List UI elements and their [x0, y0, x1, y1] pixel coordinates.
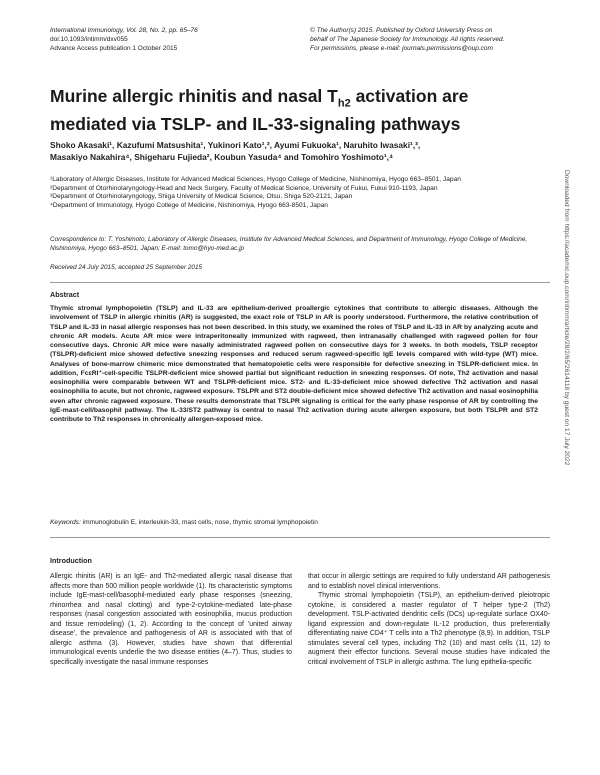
correspondence: Correspondence to: T. Yoshimoto, Laboratory of Allergic Diseases, Institute for Advanced Medical Sciences, and Department of Immunology, Hyogo College of Medicine, Nishinomiya, Hyogo 663–8501, Japan; E-mail: tomo@hyo-med.ac.jp: [50, 236, 528, 252]
keywords-label: Keywords:: [50, 519, 81, 526]
abstract-heading: Abstract: [50, 290, 80, 299]
author-list: [50, 140, 550, 164]
affiliation: ³Department of Otorhinolaryngology, Shiga University of Medical Science, Otsu, Shiga 520-2121, Japan: [50, 193, 353, 200]
title-part-2: activation are mediated via TSLP- and IL-33-signaling pathways: [50, 86, 469, 134]
received-dates: Received 24 July 2015, accepted 25 September 2015: [50, 264, 203, 271]
intro-paragraph: Allergic rhinitis (AR) is an IgE- and Th2-mediated allergic nasal disease that affects more than 500 million people worldwide (1). Its characteristic symptoms include IgE-mast-cell/basophil-mediated early phase responses (sneezing, rhinorrhea and nasal clotting) and type-2-cytokine-mediated late-phase responses (nasal congestion associated with eosinophilia, mucus production and tissue remodeling) (1, 2). According to the concept of 'united airway disease', the prevalence and pathogenesis of AR is associated with that of allergic asthma (3). However, studies have shown that differential immunological events underlie the two disease entities (4–7). Thus, studies to specifically investigate the nasal immune responses: [50, 573, 292, 666]
affiliation: ¹Laboratory of Allergic Diseases, Institute for Advanced Medical Sciences, Hyogo College of Medicine, Nishinomiya, Hyogo 663–8501, Japan: [50, 176, 461, 183]
society-line: behalf of The Japanese Society for Immunology. All rights reserved.: [310, 35, 505, 43]
divider: [50, 282, 550, 283]
permissions-line: For permissions, please e-mail: journals.permissions@oup.com: [310, 44, 493, 52]
introduction-heading: Introduction: [50, 556, 92, 565]
author-line: Masakiyo Nakahira⁴, Shigeharu Fujieda², Koubun Yasuda⁴ and Tomohiro Yoshimoto¹,⁴: [50, 151, 394, 162]
advance-access-line: Advance Access publication 1 October 2015: [50, 44, 178, 52]
intro-column-right: [308, 572, 550, 667]
abstract-body: Thymic stromal lymphopoietin (TSLP) and IL-33 are epithelium-derived proallergic cytokines that contribute to allergic diseases. Although the involvement of TSLP in allergic rhinitis (AR) is suggested, the exact role of TSLP in AR is poorly understood. Furthermore, the relative contribution of TSLP and IL-33 in nasal allergic responses has not been described. In this study, we examined the roles of TSLP and IL-33 in AR by analyzing acute and chronic AR models. Acute AR mice were intraperitoneally immunized with ragweed, then intranasally challenged with ragweed pollen for four consecutive days. Chronic AR mice were nasally administrated ragweed pollen on consecutive days for 3 weeks. In both models, TSLP receptor (TSLPR)-deficient mice showed defective sneezing responses and reduced serum ragweed-specific IgE levels compared with wild-type (WT) mice. Analyses of bone-marrow chimeric mice demonstrated that hematopoietic cells were responsible for defective sneezing in TSLPR-deficient mice. In addition, FcεRI⁺-cell-specific TSLPR-deficient mice showed partial but significant reduction in sneezing responses. Of note, Th2 activation and nasal eosinophilia were comparable between WT and TSLPR-deficient mice. ST2- and IL-33-deficient mice showed defective Th2 activation and nasal eosinophilia to acute, but not chronic, ragweed exposure. TSLPR and ST2 double-deficient mice showed defective Th2 activation and nasal eosinophilia even after chronic ragweed exposure. These results demonstrate that TSLPR signaling is critical for the early phase response of AR by controlling the IgE-mast-cell/basophil pathway. The IL-33/ST2 pathway is central to nasal Th2 activation during acute allergen exposure, but both TSLPR and ST2 contribute to Th2 responses in chronically allergen-exposed mice.: [50, 305, 538, 423]
article-title: [50, 86, 550, 134]
intro-column-left: [50, 572, 292, 667]
title-part-1: Murine allergic rhinitis and nasal T: [50, 86, 338, 106]
copyright-header: [310, 27, 560, 53]
journal-citation: International Immunology, Vol. 28, No. 2, pp. 65–76: [50, 27, 198, 34]
author-line: Shoko Akasaki¹, Kazufumi Matsushita¹, Yukinori Kato¹,², Ayumi Fukuoka¹, Naruhito Iwasaki¹,³,: [50, 140, 421, 150]
download-notice: Downloaded from https://academic.oup.com/intimm/article/28/2/65/2614118 by guest on 17 July 2022: [563, 170, 570, 466]
title-subscript: h2: [337, 97, 351, 110]
doi-line: doi:10.1093/intimm/dxv055: [50, 35, 128, 43]
intro-paragraph: that occur in allergic settings are required to fully understand AR pathogenesis and to establish novel clinical interventions.: [308, 573, 550, 590]
divider: [50, 537, 550, 538]
keywords-text: immunoglobulin E, interleukin-33, mast cells, nose, thymic stromal lymphopoietin: [80, 519, 318, 526]
affiliation: ²Department of Otorhinolaryngology-Head and Neck Surgery, Faculty of Medical Science, University of Fukui, Fukui 910-1193, Japan: [50, 184, 438, 192]
journal-header: [50, 27, 300, 53]
affiliation-list: [50, 176, 550, 210]
intro-paragraph: Thymic stromal lymphopoietin (TSLP), an epithelium-derived pleiotropic cytokine, is considered a master regulator of T helper type-2 (Th2) development. TSLP-activated dendritic cells (DCs) up-regulate surface OX40-ligand expression and down-regulate IL-12 production, thus preferentially differentiating naive CD4⁺ T cells into a Th2 phenotype (8,9). In addition, TSLP stimulates several cell types, including Th2 (10) and mast cells (11, 12) to augment their effector functions. Several mouse studies have indicated the critical involvement of TSLP in allergic asthma. The lung epithelia-specific: [308, 592, 550, 666]
copyright-line: © The Author(s) 2015. Published by Oxford University Press on: [310, 27, 493, 34]
keywords: [50, 519, 550, 528]
affiliation: ⁴Department of Immunology, Hyogo College of Medicine, Nishinomiya, Hyogo 663-8501, Japan: [50, 201, 328, 209]
